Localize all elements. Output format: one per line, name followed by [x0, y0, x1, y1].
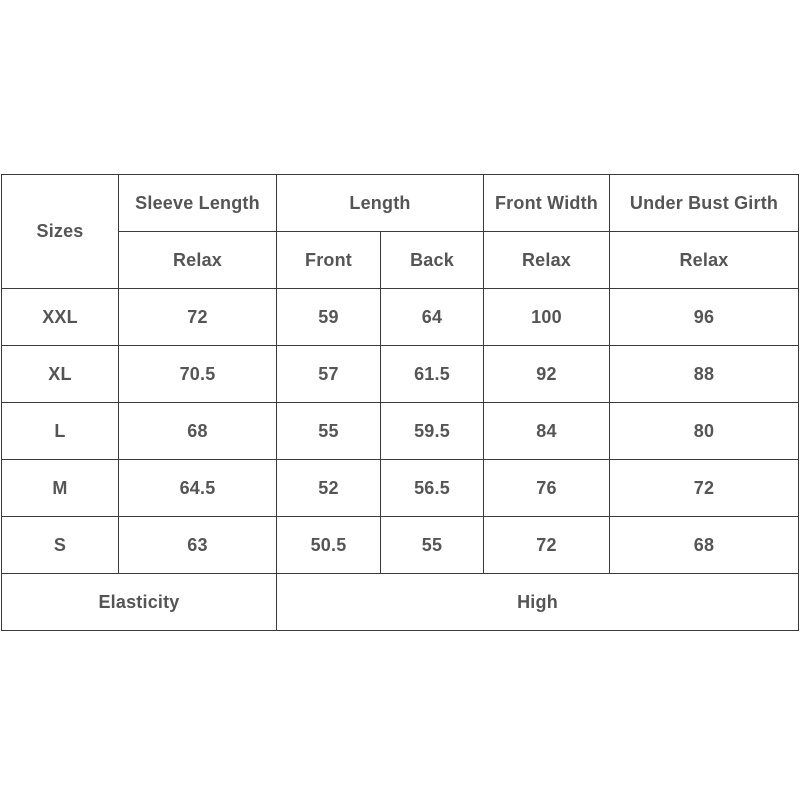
- length-front-cell: 59: [277, 289, 381, 346]
- header-front-width: Front Width: [484, 175, 610, 232]
- size-cell: XL: [2, 346, 119, 403]
- under-bust-girth-cell: 68: [610, 517, 799, 574]
- under-bust-girth-cell: 96: [610, 289, 799, 346]
- elasticity-value: High: [277, 574, 799, 631]
- table-row: [2, 289, 799, 346]
- front-width-cell: 84: [484, 403, 610, 460]
- size-cell: S: [2, 517, 119, 574]
- sleeve-length-cell: 70.5: [119, 346, 277, 403]
- front-width-cell: 100: [484, 289, 610, 346]
- length-back-cell: 55: [381, 517, 484, 574]
- subheader-length-front: Front: [277, 232, 381, 289]
- length-front-cell: 50.5: [277, 517, 381, 574]
- under-bust-girth-cell: 88: [610, 346, 799, 403]
- header-length: Length: [277, 175, 484, 232]
- size-cell: XXL: [2, 289, 119, 346]
- size-cell: L: [2, 403, 119, 460]
- table-row: [2, 517, 799, 574]
- length-front-cell: 52: [277, 460, 381, 517]
- front-width-cell: 92: [484, 346, 610, 403]
- size-chart-table: [1, 174, 799, 631]
- table-row: [2, 460, 799, 517]
- length-back-cell: 56.5: [381, 460, 484, 517]
- subheader-sleeve-relax: Relax: [119, 232, 277, 289]
- front-width-cell: 72: [484, 517, 610, 574]
- length-back-cell: 64: [381, 289, 484, 346]
- sleeve-length-cell: 72: [119, 289, 277, 346]
- subheader-row: [2, 232, 799, 289]
- header-under-bust-girth: Under Bust Girth: [610, 175, 799, 232]
- under-bust-girth-cell: 80: [610, 403, 799, 460]
- length-front-cell: 55: [277, 403, 381, 460]
- length-back-cell: 59.5: [381, 403, 484, 460]
- length-back-cell: 61.5: [381, 346, 484, 403]
- sleeve-length-cell: 63: [119, 517, 277, 574]
- table-row: [2, 403, 799, 460]
- subheader-length-back: Back: [381, 232, 484, 289]
- header-row: [2, 175, 799, 232]
- size-cell: M: [2, 460, 119, 517]
- footer-row: [2, 574, 799, 631]
- under-bust-girth-cell: 72: [610, 460, 799, 517]
- sleeve-length-cell: 68: [119, 403, 277, 460]
- subheader-width-relax: Relax: [484, 232, 610, 289]
- header-sleeve-length: Sleeve Length: [119, 175, 277, 232]
- sleeve-length-cell: 64.5: [119, 460, 277, 517]
- front-width-cell: 76: [484, 460, 610, 517]
- header-sizes: Sizes: [2, 175, 119, 289]
- length-front-cell: 57: [277, 346, 381, 403]
- elasticity-label: Elasticity: [2, 574, 277, 631]
- subheader-girth-relax: Relax: [610, 232, 799, 289]
- table-row: [2, 346, 799, 403]
